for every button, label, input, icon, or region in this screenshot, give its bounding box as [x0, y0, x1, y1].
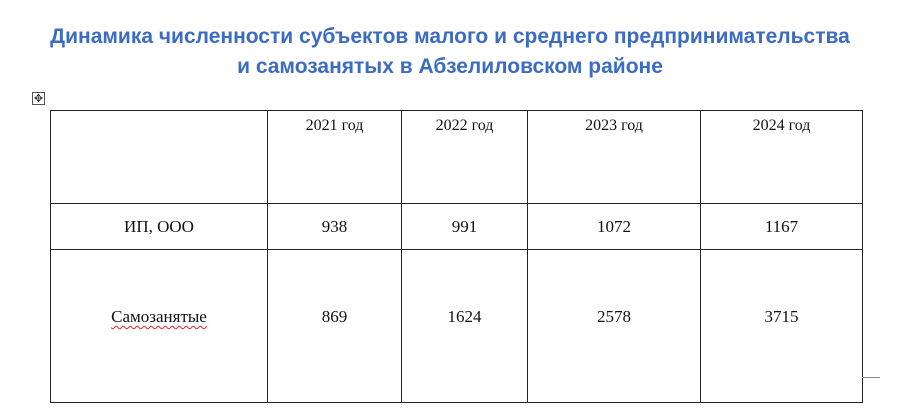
table-cell[interactable]: 3715: [701, 250, 863, 403]
table-header-row: [51, 111, 863, 204]
header-cell-2022[interactable]: 2022 год: [402, 111, 528, 204]
row-label-cell-selfemployed[interactable]: [51, 250, 268, 403]
header-cell-empty[interactable]: [51, 111, 268, 204]
move-icon[interactable]: ✥: [33, 92, 44, 105]
header-cell-2024[interactable]: 2024 год: [701, 111, 863, 204]
table-cell[interactable]: 869: [268, 250, 402, 403]
row-label-ip-ooo[interactable]: ИП, ООО: [51, 204, 268, 250]
header-cell-2021[interactable]: 2021 год: [268, 111, 402, 204]
header-cell-2023[interactable]: 2023 год: [528, 111, 701, 204]
table-cell[interactable]: 1072: [528, 204, 701, 250]
table-cell[interactable]: 1624: [402, 250, 528, 403]
table-row: [51, 250, 863, 403]
table-cell[interactable]: 1167: [701, 204, 863, 250]
table-row: [51, 204, 863, 250]
table-cell[interactable]: 2578: [528, 250, 701, 403]
table-end-line: [862, 377, 880, 378]
row-label-selfemployed: Самозанятые: [111, 307, 207, 326]
title-line-1: Динамика численности субъектов малого и среднего предпринимательства: [50, 25, 850, 48]
table-cell[interactable]: 991: [402, 204, 528, 250]
title-line-2: и самозанятых в Абзелиловском районе: [237, 55, 663, 78]
data-table: [50, 110, 863, 403]
page-title: [0, 22, 900, 82]
table-cell[interactable]: 938: [268, 204, 402, 250]
